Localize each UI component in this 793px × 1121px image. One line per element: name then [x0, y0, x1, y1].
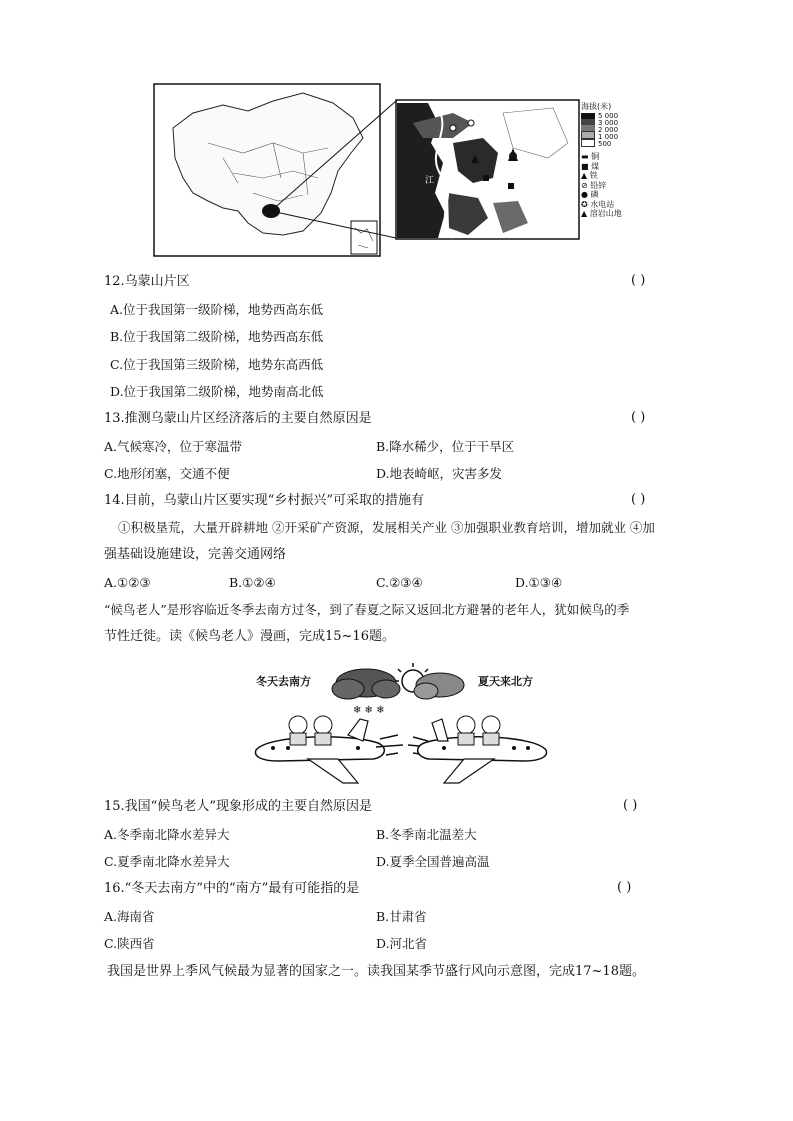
- migratory-elderly-cartoon: [248, 655, 554, 787]
- q13-option-b[interactable]: B.降水稀少，位于干旱区: [376, 439, 515, 454]
- q12-answer-bracket[interactable]: ( ): [631, 273, 646, 288]
- q16-option-a[interactable]: A.海南省: [104, 909, 155, 924]
- legend-item: ▬ 铜: [581, 152, 600, 161]
- legend-title: 海拔(米): [581, 102, 612, 111]
- q13-option-a[interactable]: A.气候寒冷，位于寒温带: [104, 439, 243, 454]
- q12-option-c[interactable]: C.位于我国第三级阶梯，地势东高西低: [110, 357, 324, 372]
- q14-stem: 14.目前，乌蒙山片区要实现“乡村振兴”可采取的措施有: [104, 493, 424, 508]
- q13-stem: 13.推测乌蒙山片区经济落后的主要自然原因是: [104, 411, 372, 426]
- sun-cloud-icon: [395, 663, 464, 699]
- q14-body-line2: 强基础设施建设，完善交通网络: [104, 547, 287, 562]
- q16-answer-bracket[interactable]: ( ): [617, 880, 632, 895]
- elevation-label: 3 000: [598, 119, 619, 127]
- elevation-label: 1 000: [598, 133, 619, 141]
- map-legend: [581, 101, 643, 219]
- q13-answer-bracket[interactable]: ( ): [631, 410, 646, 425]
- karst-symbol-icon: ▲: [581, 209, 588, 218]
- hydropower-symbol-icon: ✪: [581, 199, 588, 209]
- elevation-scale: [581, 113, 643, 148]
- copper-symbol-icon: ▬: [581, 152, 589, 161]
- q13-option-c[interactable]: C.地形闭塞，交通不便: [104, 466, 230, 481]
- q12-option-b[interactable]: B.位于我国第二级阶梯，地势西高东低: [110, 329, 324, 344]
- phosphorus-symbol-icon: ●: [581, 190, 588, 199]
- legend-item: ● 磷: [581, 190, 599, 199]
- cartoon-left-caption: 冬天去南方: [256, 675, 311, 688]
- elevation-label: 5 000: [598, 112, 619, 120]
- south-china-sea-inset: [351, 221, 377, 254]
- snow-cloud-icon: [332, 669, 400, 716]
- q16-option-b[interactable]: B.甘肃省: [376, 909, 427, 924]
- elevation-label: 500: [598, 140, 612, 148]
- q12-option-a[interactable]: A.位于我国第一级阶梯，地势西高东低: [110, 302, 324, 317]
- intro-17-18-line1: 我国是世界上季风气候最为显著的国家之一。读我国某季节盛行风向示意图，完成17~18题。: [107, 964, 645, 979]
- left-airplane-icon: [255, 716, 384, 783]
- coal-symbol-icon: ■: [581, 161, 589, 171]
- q14-body-line1: ①积极垦荒，大量开辟耕地 ②开采矿产资源，发展相关产业 ③加强职业教育培训，增加就业 ④加: [118, 520, 655, 535]
- q15-stem: 15.我国“候鸟老人”现象形成的主要自然原因是: [104, 799, 372, 814]
- q15-option-c[interactable]: C.夏季南北降水差异大: [104, 854, 230, 869]
- lead-zinc-symbol-icon: ⊘: [581, 180, 588, 190]
- q15-option-a[interactable]: A.冬季南北降水差异大: [104, 827, 230, 842]
- intro-15-16-line2: 节性迁徙。读《候鸟老人》漫画，完成15~16题。: [104, 629, 395, 644]
- elevation-label: 2 000: [598, 126, 619, 134]
- legend-item: ■ 煤: [581, 161, 600, 171]
- q14-answer-bracket[interactable]: ( ): [631, 492, 646, 507]
- river-label: 江: [425, 176, 435, 186]
- iron-symbol-icon: ▲: [581, 171, 588, 180]
- legend-item: ✪ 水电站: [581, 199, 615, 209]
- legend-item: ⊘ 铅锌: [581, 180, 607, 190]
- q12-stem: 12.乌蒙山片区: [104, 274, 190, 289]
- q14-option-a[interactable]: A.①②③: [104, 575, 151, 590]
- q16-option-d[interactable]: D.河北省: [376, 936, 428, 951]
- q16-stem: 16.“冬天去南方”中的“南方”最有可能指的是: [104, 881, 360, 896]
- legend-item: ▲ 铁: [581, 171, 598, 180]
- map-figure: [153, 83, 643, 258]
- q14-option-c[interactable]: C.②③④: [376, 575, 423, 590]
- q15-answer-bracket[interactable]: ( ): [623, 798, 638, 813]
- wumeng-map-svg: [153, 83, 643, 258]
- q14-option-d[interactable]: D.①③④: [515, 575, 563, 590]
- q16-option-c[interactable]: C.陕西省: [104, 936, 155, 951]
- q14-option-b[interactable]: B.①②④: [229, 575, 276, 590]
- q15-option-b[interactable]: B.冬季南北温差大: [376, 827, 477, 842]
- intro-15-16-line1: “候鸟老人”是形容临近冬季去南方过冬，到了春夏之际又返回北方避暑的老年人，犹如候鸟的季: [104, 602, 630, 617]
- q12-option-d[interactable]: D.位于我国第二级阶梯，地势南高北低: [110, 384, 324, 399]
- q13-option-d[interactable]: D.地表崎岖，灾害多发: [376, 466, 503, 481]
- q15-option-d[interactable]: D.夏季全国普遍高温: [376, 854, 490, 869]
- cartoon-right-caption: 夏天来北方: [478, 675, 533, 688]
- svg-text:❄ ❄ ❄: ❄ ❄ ❄: [353, 705, 385, 716]
- legend-item: ▲ 溶岩山地: [581, 209, 622, 218]
- right-airplane-icon: [418, 716, 547, 783]
